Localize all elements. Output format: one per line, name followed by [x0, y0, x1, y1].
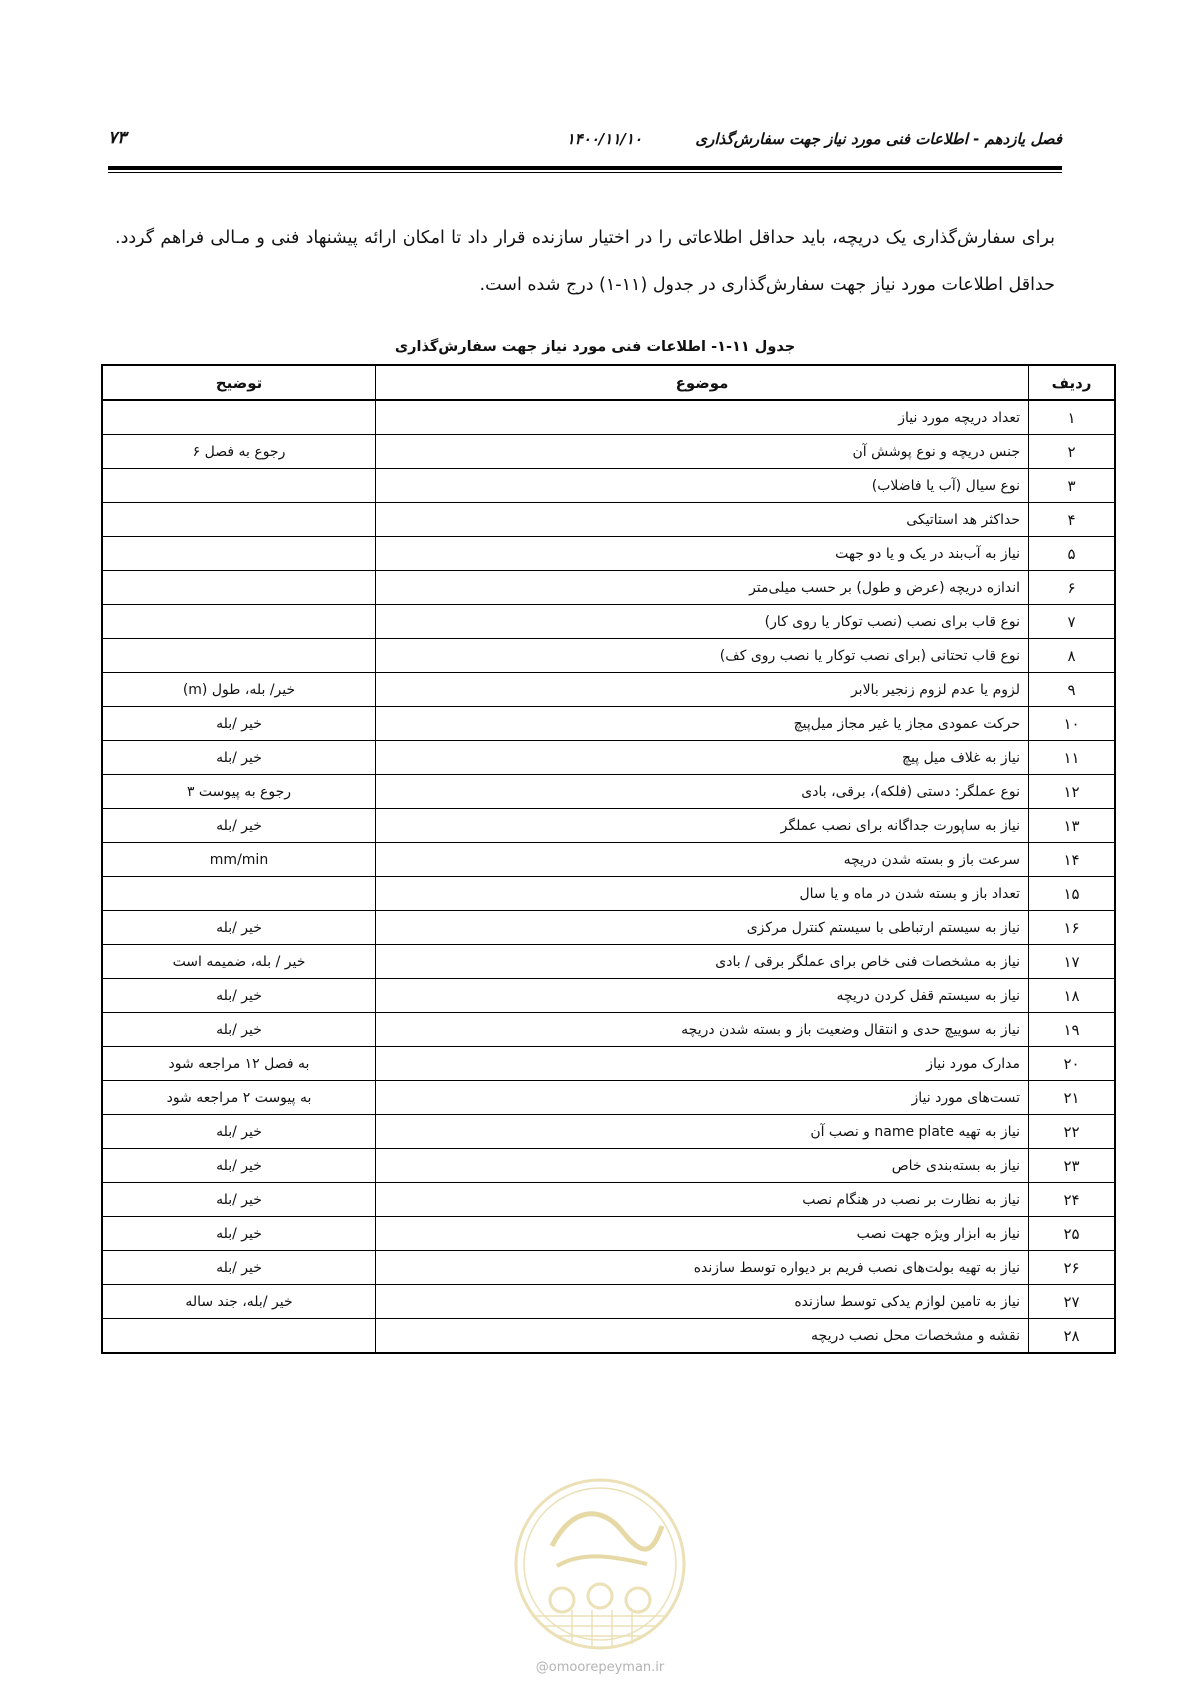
row-number-cell: ۹: [1029, 673, 1116, 707]
subject-cell: نوع عملگر: دستی (فلکه)، برقی، بادی: [376, 775, 1029, 809]
row-number-cell: ۳: [1029, 469, 1116, 503]
table-row: [102, 1081, 1115, 1115]
row-number-cell: ۱: [1029, 400, 1116, 435]
subject-cell: نیاز به نظارت بر نصب در هنگام نصب: [376, 1183, 1029, 1217]
description-cell: [102, 400, 376, 435]
description-cell: رجوع به فصل ۶: [102, 435, 376, 469]
omoorepeyman-seal-logo: [512, 1476, 688, 1652]
row-number-cell: ۲۴: [1029, 1183, 1116, 1217]
description-cell: خیر /بله: [102, 979, 376, 1013]
description-cell: [102, 605, 376, 639]
header-date: ۱۴۰۰/۱۱/۱۰: [566, 130, 642, 148]
header-rule-thick: [108, 166, 1062, 170]
subject-cell: نوع سیال (آب یا فاضلاب): [376, 469, 1029, 503]
row-number-cell: ۱۲: [1029, 775, 1116, 809]
header-row-number: ردیف: [1029, 365, 1116, 400]
description-cell: خیر / بله، ضمیمه است: [102, 945, 376, 979]
description-cell: mm/min: [102, 843, 376, 877]
description-cell: [102, 639, 376, 673]
description-cell: خیر /بله: [102, 1183, 376, 1217]
row-number-cell: ۱۰: [1029, 707, 1116, 741]
subject-cell: نیاز به تهیه name plate و نصب آن: [376, 1115, 1029, 1149]
table-row: [102, 537, 1115, 571]
watermark-site: @omoorepeyman.ir: [535, 1660, 665, 1675]
row-number-cell: ۲۰: [1029, 1047, 1116, 1081]
table-row: [102, 1149, 1115, 1183]
description-cell: رجوع به پیوست ۳: [102, 775, 376, 809]
description-cell: خیر /بله: [102, 741, 376, 775]
row-number-cell: ۲۳: [1029, 1149, 1116, 1183]
table-row: [102, 775, 1115, 809]
table-row: [102, 1285, 1115, 1319]
subject-cell: نیاز به آب‌بند در یک و یا دو جهت: [376, 537, 1029, 571]
description-cell: خیر /بله: [102, 1013, 376, 1047]
chapter-title: فصل یازدهم - اطلاعات فنی مورد نیاز جهت سفارش‌گذاری: [695, 130, 1062, 148]
description-cell: [102, 537, 376, 571]
subject-cell: نیاز به غلاف میل پیچ: [376, 741, 1029, 775]
row-number-cell: ۱۵: [1029, 877, 1116, 911]
running-header: [108, 126, 1062, 156]
subject-cell: تست‌های مورد نیاز: [376, 1081, 1029, 1115]
description-cell: [102, 1319, 376, 1354]
table-row: [102, 1013, 1115, 1047]
row-number-cell: ۲۷: [1029, 1285, 1116, 1319]
row-number-cell: ۲۶: [1029, 1251, 1116, 1285]
table-row: [102, 673, 1115, 707]
description-cell: خیر /بله: [102, 1115, 376, 1149]
table-row: [102, 503, 1115, 537]
intro-paragraph: برای سفارش‌گذاری یک دریچه، باید حداقل اطلاعاتی را در اختیار سازنده قرار داد تا امکان ارائه پیشنهاد فنی و مـالی فراهم گردد. حداقل اطلاعات مورد نیاز جهت سفارش‌گذاری در جدول (۱۱-۱) درج شده است.: [115, 228, 1055, 295]
subject-cell: نیاز به تامین لوازم یدکی توسط سازنده: [376, 1285, 1029, 1319]
description-cell: [102, 877, 376, 911]
row-number-cell: ۴: [1029, 503, 1116, 537]
header-subject: موضوع: [376, 365, 1029, 400]
table-caption: جدول ۱۱-۱- اطلاعات فنی مورد نیاز جهت سفارش‌گذاری: [394, 339, 796, 355]
order-info-table: [101, 364, 1116, 1354]
subject-cell: حداکثر هد استاتیکی: [376, 503, 1029, 537]
row-number-cell: ۵: [1029, 537, 1116, 571]
table-row: [102, 571, 1115, 605]
table-row: [102, 1251, 1115, 1285]
subject-cell: نوع قاب تحتانی (برای نصب توکار یا نصب روی کف): [376, 639, 1029, 673]
table-row: [102, 809, 1115, 843]
row-number-cell: ۲۲: [1029, 1115, 1116, 1149]
description-cell: خیر /بله: [102, 1149, 376, 1183]
table-header-row: [102, 365, 1115, 400]
subject-cell: اندازه دریچه (عرض و طول) بر حسب میلی‌متر: [376, 571, 1029, 605]
row-number-cell: ۱۱: [1029, 741, 1116, 775]
description-cell: خیر /بله: [102, 707, 376, 741]
table-row: [102, 469, 1115, 503]
table-row: [102, 1319, 1115, 1354]
description-cell: خیر /بله: [102, 1251, 376, 1285]
table-row: [102, 435, 1115, 469]
row-number-cell: ۱۹: [1029, 1013, 1116, 1047]
subject-cell: نیاز به تهیه بولت‌های نصب فریم بر دیواره توسط سازنده: [376, 1251, 1029, 1285]
description-cell: [102, 571, 376, 605]
table-row: [102, 911, 1115, 945]
row-number-cell: ۲۵: [1029, 1217, 1116, 1251]
table-row: [102, 639, 1115, 673]
subject-cell: حرکت عمودی مجاز یا غیر مجاز میل‌پیچ: [376, 707, 1029, 741]
subject-cell: نیاز به ابزار ویژه جهت نصب: [376, 1217, 1029, 1251]
description-cell: به فصل ۱۲ مراجعه شود: [102, 1047, 376, 1081]
table-row: [102, 843, 1115, 877]
table-row: [102, 1115, 1115, 1149]
row-number-cell: ۸: [1029, 639, 1116, 673]
subject-cell: مدارک مورد نیاز: [376, 1047, 1029, 1081]
subject-cell: لزوم یا عدم لزوم زنجیر بالابر: [376, 673, 1029, 707]
subject-cell: نوع قاب برای نصب (نصب توکار یا روی کار): [376, 605, 1029, 639]
description-cell: [102, 503, 376, 537]
table-row: [102, 945, 1115, 979]
description-cell: خیر /بله: [102, 809, 376, 843]
description-cell: به پیوست ۲ مراجعه شود: [102, 1081, 376, 1115]
subject-cell: سرعت باز و بسته شدن دریچه: [376, 843, 1029, 877]
row-number-cell: ۱۸: [1029, 979, 1116, 1013]
row-number-cell: ۲: [1029, 435, 1116, 469]
description-cell: خیر /بله: [102, 1217, 376, 1251]
subject-cell: نیاز به سیستم ارتباطی با سیستم کنترل مرکزی: [376, 911, 1029, 945]
row-number-cell: ۷: [1029, 605, 1116, 639]
row-number-cell: ۲۱: [1029, 1081, 1116, 1115]
row-number-cell: ۶: [1029, 571, 1116, 605]
header-description: توضیح: [102, 365, 376, 400]
table-row: [102, 877, 1115, 911]
table-row: [102, 979, 1115, 1013]
subject-cell: نیاز به سوییچ حدی و انتقال وضعیت باز و بسته شدن دریچه: [376, 1013, 1029, 1047]
table-row: [102, 1217, 1115, 1251]
description-cell: خیر /بله: [102, 911, 376, 945]
subject-cell: نقشه و مشخصات محل نصب دریچه: [376, 1319, 1029, 1354]
table-row: [102, 400, 1115, 435]
table-row: [102, 707, 1115, 741]
subject-cell: نیاز به سیستم قفل کردن دریچه: [376, 979, 1029, 1013]
row-number-cell: ۲۸: [1029, 1319, 1116, 1354]
description-cell: [102, 469, 376, 503]
subject-cell: نیاز به مشخصات فنی خاص برای عملگر برقی / بادی: [376, 945, 1029, 979]
subject-cell: جنس دریچه و نوع پوشش آن: [376, 435, 1029, 469]
row-number-cell: ۱۷: [1029, 945, 1116, 979]
header-rule-thin: [108, 172, 1062, 173]
row-number-cell: ۱۶: [1029, 911, 1116, 945]
table-row: [102, 605, 1115, 639]
subject-cell: نیاز به ساپورت جداگانه برای نصب عملگر: [376, 809, 1029, 843]
description-cell: خیر/ بله، طول (m): [102, 673, 376, 707]
subject-cell: نیاز به بسته‌بندی خاص: [376, 1149, 1029, 1183]
subject-cell: تعداد دریچه مورد نیاز: [376, 400, 1029, 435]
table-row: [102, 1183, 1115, 1217]
description-cell: خیر /بله، جند ساله: [102, 1285, 376, 1319]
subject-cell: تعداد باز و بسته شدن در ماه و یا سال: [376, 877, 1029, 911]
table-row: [102, 741, 1115, 775]
row-number-cell: ۱۳: [1029, 809, 1116, 843]
row-number-cell: ۱۴: [1029, 843, 1116, 877]
page-number: ۷۳: [108, 128, 127, 148]
table-row: [102, 1047, 1115, 1081]
